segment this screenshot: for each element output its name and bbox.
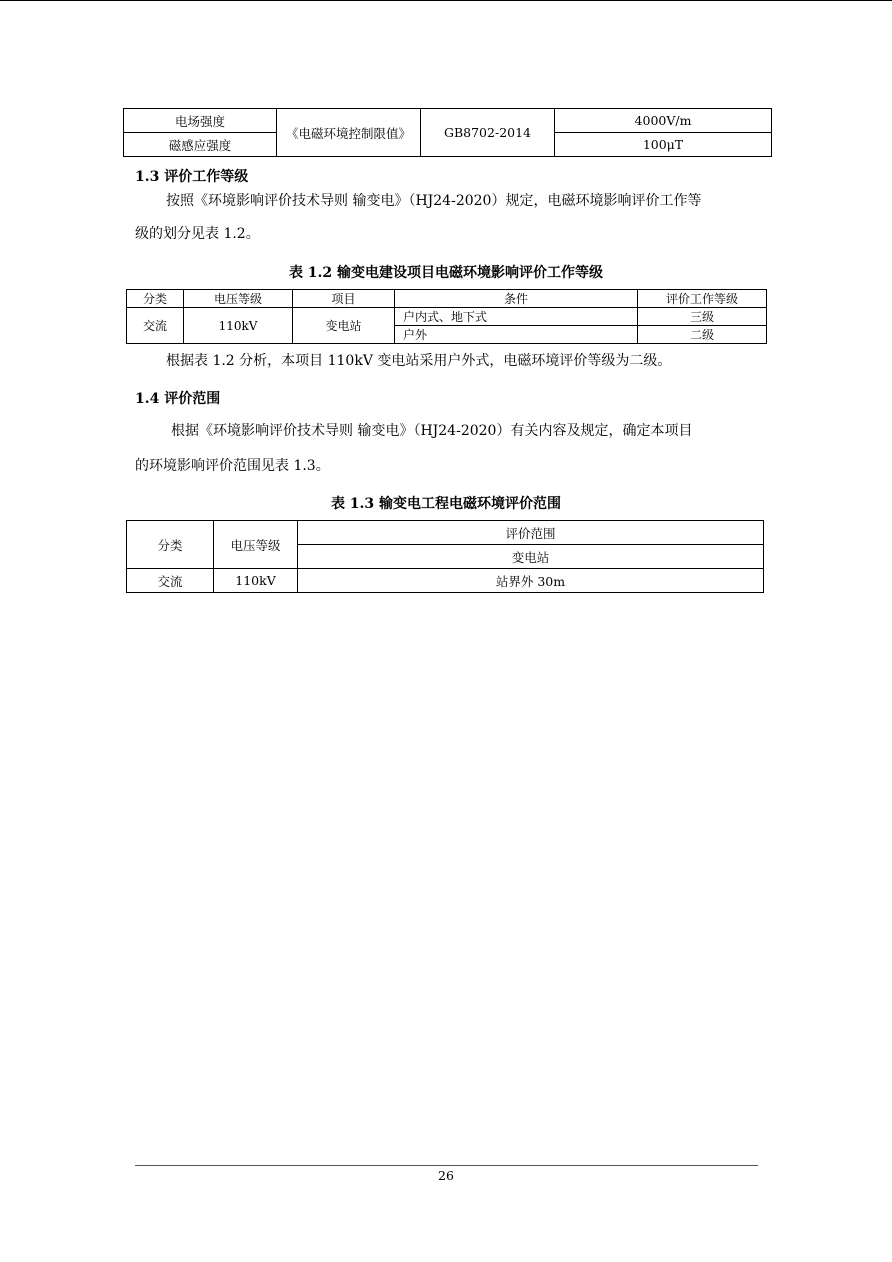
footer-divider: [135, 1165, 758, 1166]
table-row: [127, 308, 767, 326]
table-cell: 电场强度: [124, 109, 277, 133]
table-cell: 《电磁环境控制限值》: [277, 109, 421, 157]
analysis-paragraph: 根据表 1.2 分析，本项目 110kV 变电站采用户外式，电磁环境评价等级为二级。: [166, 353, 672, 369]
table-header-cell: 项目: [293, 290, 395, 308]
table-cell: 4000V/m: [555, 109, 772, 133]
paragraph-line: 级的划分见表 1.2。: [135, 226, 260, 242]
table-cell: 站界外 30m: [298, 569, 764, 593]
table-cell: 户内式、地下式: [395, 308, 638, 326]
table-cell: 交流: [127, 569, 214, 593]
table-header-cell: 条件: [395, 290, 638, 308]
table-1-3: [126, 520, 764, 593]
limits-table: [123, 108, 772, 157]
table-cell: 磁感应强度: [124, 133, 277, 157]
table-header-cell: 分类: [127, 290, 184, 308]
section-heading-1-4: 1.4 评价范围: [135, 391, 221, 407]
paragraph-line: 按照《环境影响评价技术导则 输变电》（HJ24-2020）规定，电磁环境影响评价工作等: [166, 193, 702, 209]
table-header-cell: 变电站: [298, 545, 764, 569]
table-1-3-caption: 表 1.3 输变电工程电磁环境评价范围: [330, 496, 562, 512]
table-1-2: [126, 289, 767, 344]
table-cell: 交流: [127, 308, 184, 344]
table-cell: 户外: [395, 326, 638, 344]
table-header-cell: 评价工作等级: [638, 290, 767, 308]
paragraph-line: 根据《环境影响评价技术导则 输变电》（HJ24-2020）有关内容及规定，确定本项目: [171, 423, 693, 439]
table-cell: 三级: [638, 308, 767, 326]
page-top-border: [0, 0, 892, 1]
table-1-2-caption: 表 1.2 输变电建设项目电磁环境影响评价工作等级: [288, 265, 604, 281]
table-header-cell: 电压等级: [214, 521, 298, 569]
section-heading-1-3: 1.3 评价工作等级: [135, 169, 249, 185]
table-cell: 变电站: [293, 308, 395, 344]
table-row: [127, 569, 764, 593]
page-number: 26: [438, 1168, 454, 1183]
table-header-row: [127, 521, 764, 545]
table-cell: 二级: [638, 326, 767, 344]
table-cell: 110kV: [214, 569, 298, 593]
table-row: [124, 109, 772, 133]
table-header-row: [127, 290, 767, 308]
table-cell: 110kV: [184, 308, 293, 344]
paragraph-line: 的环境影响评价范围见表 1.3。: [135, 458, 330, 474]
table-header-cell: 分类: [127, 521, 214, 569]
table-cell: GB8702-2014: [421, 109, 555, 157]
table-header-cell: 评价范围: [298, 521, 764, 545]
table-header-cell: 电压等级: [184, 290, 293, 308]
table-cell: 100μT: [555, 133, 772, 157]
